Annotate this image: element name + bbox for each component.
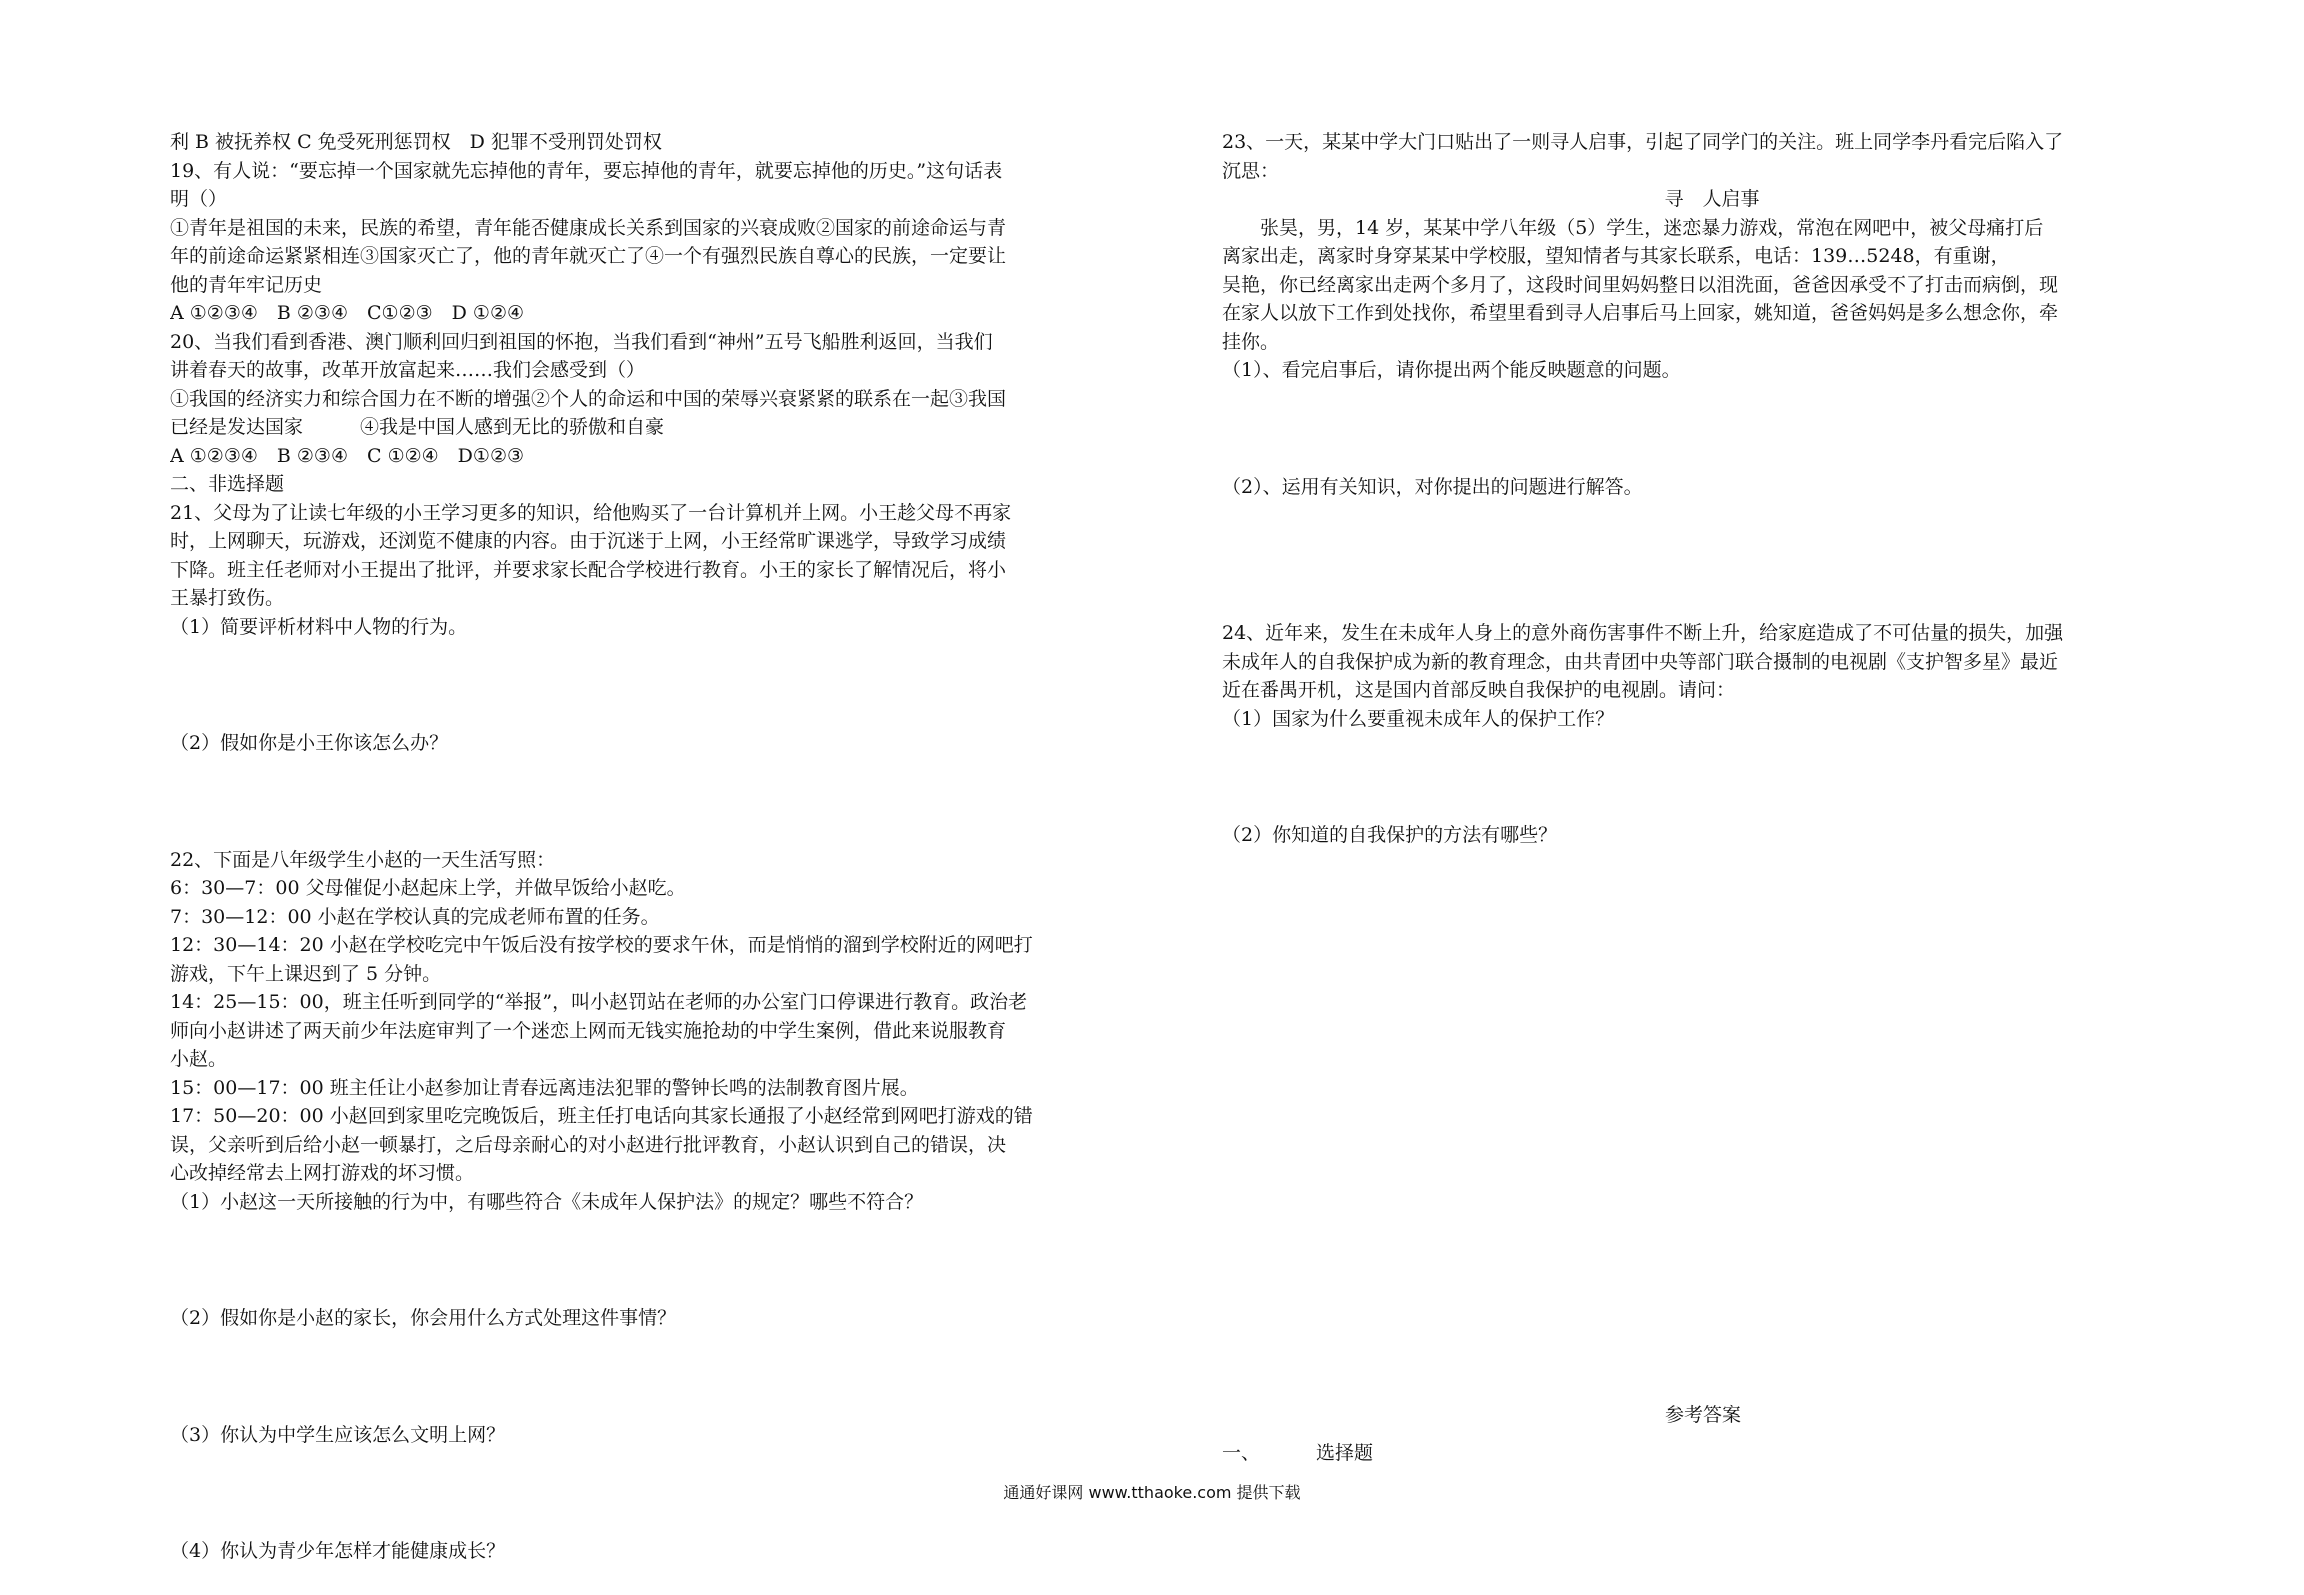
question-24 (1222, 619, 2202, 850)
q23-sub-1: （1）、看完启事后，请你提出两个能反映题意的问题。 (1222, 359, 1681, 381)
answers-section-heading (1222, 1438, 1429, 1465)
left-column (170, 128, 1155, 1566)
notice-line-4: 在家人以放下工作到处找你，希望里看到寻人启事后马上回家，姚知道，爸爸妈妈是多么想念你，牵 (1222, 302, 2059, 324)
q22-line-6: 师向小赵讲述了两天前少年法庭审判了一个迷恋上网而无钱实施抢劫的中学生案例，借此来说服教育 (170, 1019, 1007, 1042)
answer-space (170, 1216, 1155, 1304)
answer-space (170, 1333, 1155, 1421)
q22-line-10: 误，父亲听到后给小赵一顿暴打，之后母亲耐心的对小赵进行批评教育，小赵认识到自己的错误，决 (170, 1133, 1007, 1156)
notice-line-3: 吴艳，你已经离家出走两个多月了，这段时间里妈妈整日以泪洗面，爸爸因承受不了打击而病倒，现 (1222, 273, 2059, 296)
answers-section-label: 选择题 (1316, 1442, 1374, 1464)
q20-stem-line-1: 20、当我们看到香港、澳门顺利回归到祖国的怀抱，当我们看到“神州”五号飞船胜利返回，当我们 (170, 330, 993, 353)
section-heading-non-choice: 二、非选择题 (170, 473, 285, 495)
q23-stem-line-1: 23、一天，某某中学大门口贴出了一则寻人启事，引起了同学门的关注。班上同学李丹看完后陷入了 (1222, 131, 2064, 153)
q22-line-4: 游戏，下午上课迟到了 5 分钟。 (170, 962, 442, 985)
q22-line-11: 心改掉经常去上网打游戏的坏习惯。 (170, 1162, 475, 1184)
q22-sub-3: （3）你认为中学生应该怎么文明上网？ (170, 1423, 506, 1446)
q20-option-line-1: ①我国的经济实力和综合国力在不断的增强②个人的命运和中国的荣辱兴衰紧紧的联系在一起③我国 (170, 387, 1007, 410)
question-20 (170, 328, 1155, 471)
q19-stem-line-2: 明（） (170, 188, 228, 210)
page-footer: 通通好课网 www.tthaoke.com 提供下载 (1003, 1483, 1301, 1502)
q22-line-5: 14：25—15：00，班主任听到同学的“举报”，叫小赵罚站在老师的办公室门口停课进行教育。政治老 (170, 991, 1028, 1013)
q24-sub-1: （1）国家为什么要重视未成年人的保护工作？ (1222, 707, 1615, 730)
q19-option-line-2: 年的前途命运紧紧相连③国家灭亡了，他的青年就灭亡了④一个有强烈民族自尊心的民族，一定要让 (170, 245, 1007, 267)
q19-stem-line-1: 19、有人说：“要忘掉一个国家就先忘掉他的青年，要忘掉他的青年，就要忘掉他的历史。”这句话表 (170, 159, 1003, 182)
q23-sub-2: （2）、运用有关知识，对你提出的问题进行解答。 (1222, 475, 1643, 498)
q22-line-7: 小赵。 (170, 1048, 228, 1070)
q21-stem-line-4: 王暴打致伤。 (170, 587, 285, 609)
question-22 (170, 846, 1155, 1566)
right-column (1222, 128, 2202, 850)
answers-title: 参考答案 (1665, 1404, 1742, 1426)
q24-stem-line-3: 近在番禺开机，这是国内首部反映自我保护的电视剧。请问： (1222, 679, 1736, 701)
answer-space (170, 641, 1155, 729)
q22-stem: 22、下面是八年级学生小赵的一天生活写照： (170, 848, 556, 871)
answer-space (1222, 385, 2202, 473)
question-23 (1222, 128, 2202, 619)
q22-line-1: 6：30—7：00 父母催促小赵起床上学，并做早饭给小赵吃。 (170, 877, 686, 899)
answer-space (1222, 733, 2202, 821)
notice-line-1: 张昊，男，14 岁，某某中学八年级（5）学生，迷恋暴力游戏，常泡在网吧中，被父母痛打后 (1260, 216, 2044, 239)
q24-stem-line-1: 24、近年来，发生在未成年人身上的意外商伤害事件不断上升，给家庭造成了不可估量的损失，加强 (1222, 622, 2064, 644)
notice-line-2: 离家出走，离家时身穿某某中学校服，望知情者与其家长联系，电话：139…5248，有重谢， (1222, 245, 2010, 267)
q19-option-line-3: 他的青年牢记历史 (170, 273, 323, 296)
q19-choices: A ①②③④ B ②③④ C①②③ D ①②④ (170, 302, 525, 324)
answer-space (170, 758, 1155, 846)
q20-choices: A ①②③④ B ②③④ C ①②④ D①②③ (170, 444, 525, 467)
question-21 (170, 499, 1155, 846)
q22-line-3: 12：30—14：20 小赵在学校吃完中午饭后没有按学校的要求午休，而是悄悄的溜到学校附近的网吧打 (170, 934, 1033, 956)
notice-title: 寻 人启事 (1664, 188, 1760, 210)
q24-sub-2: （2）你知道的自我保护的方法有哪些？ (1222, 824, 1558, 846)
q18-tail: 利 B 被抚养权 C 免受死刑惩罚权 D 犯罪不受刑罚处罚权 (170, 131, 662, 153)
q21-stem-line-3: 下降。班主任老师对小王提出了批评，并要求家长配合学校进行教育。小王的家长了解情况后，将小 (170, 558, 1007, 581)
q19-option-line-1: ①青年是祖国的未来，民族的希望，青年能否健康成长关系到国家的兴衰成败②国家的前途命运与青 (170, 216, 1007, 239)
q22-sub-1: （1）小赵这一天所接触的行为中，有哪些符合《未成年人保护法》的规定？哪些不符合？ (170, 1190, 924, 1213)
q22-sub-2: （2）假如你是小赵的家长，你会用什么方式处理这件事情？ (170, 1307, 677, 1329)
q22-line-9: 17：50—20：00 小赵回到家里吃完晚饭后，班主任打电话向其家长通报了小赵经常到网吧打游戏的错 (170, 1105, 1033, 1127)
question-19 (170, 157, 1155, 328)
answers-section-number: 一、 (1222, 1442, 1261, 1464)
q22-line-8: 15：00—17：00 班主任让小赵参加让青春远离违法犯罪的警钟长鸣的法制教育图片展。 (170, 1076, 919, 1099)
answer-space (1222, 501, 2202, 619)
notice-line-5: 挂你。 (1222, 330, 1280, 353)
q21-sub-1: （1）简要评析材料中人物的行为。 (170, 615, 468, 638)
q21-stem-line-1: 21、父母为了让读七年级的小王学习更多的知识，给他购买了一台计算机并上网。小王趁父母不再家 (170, 501, 1012, 524)
q20-option-line-2: 已经是发达国家 ④我是中国人感到无比的骄傲和自豪 (170, 416, 665, 438)
q24-stem-line-2: 未成年人的自我保护成为新的教育理念，由共青团中央等部门联合摄制的电视剧《支护智多星》最近 (1222, 650, 2059, 673)
q23-stem-line-2: 沉思： (1222, 159, 1280, 182)
q20-stem-line-2: 讲着春天的故事，改革开放富起来……我们会感受到（） (170, 359, 646, 381)
q22-sub-4: （4）你认为青少年怎样才能健康成长？ (170, 1540, 506, 1562)
q22-line-2: 7：30—12：00 小赵在学校认真的完成老师布置的任务。 (170, 905, 660, 928)
q21-stem-line-2: 时，上网聊天，玩游戏，还浏览不健康的内容。由于沉迷于上网，小王经常旷课逃学，导致学习成绩 (170, 530, 1007, 552)
q21-sub-2: （2）假如你是小王你该怎么办？ (170, 732, 449, 754)
